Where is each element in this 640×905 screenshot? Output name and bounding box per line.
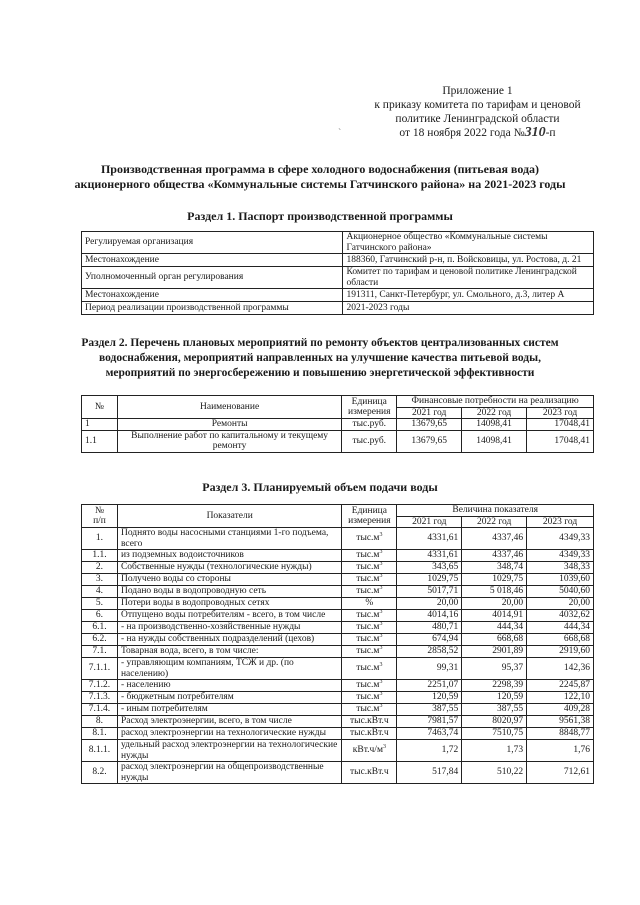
value-2023: 20,00 bbox=[527, 598, 594, 610]
value-2022: 5 018,46 bbox=[462, 586, 527, 598]
unit-text: тыс.м bbox=[356, 646, 380, 657]
value-2022: 1,73 bbox=[462, 740, 527, 762]
col-unit-line-1: Единица bbox=[351, 505, 387, 516]
section-1-title: Раздел 1. Паспорт производственной программы bbox=[187, 209, 453, 223]
table-row bbox=[82, 302, 594, 315]
order-date: от 18 ноября 2022 года № bbox=[399, 127, 525, 139]
row-indicator: Товарная вода, всего, в том числе: bbox=[117, 646, 341, 658]
value-2022: 7510,75 bbox=[462, 728, 527, 740]
row-num: 4. bbox=[82, 586, 118, 598]
value-2021: 480,71 bbox=[397, 622, 462, 634]
unit-power: 3 bbox=[379, 532, 383, 539]
value-2021: 13679,65 bbox=[397, 419, 462, 431]
unit-power: 3 bbox=[379, 633, 383, 640]
value-2022: 4337,46 bbox=[462, 528, 527, 550]
row-unit bbox=[342, 598, 397, 610]
row-num: 6. bbox=[82, 610, 118, 622]
unit-text: тыс.м bbox=[356, 680, 380, 691]
value-2021: 13679,65 bbox=[397, 430, 462, 452]
row-num: 8.2. bbox=[82, 762, 118, 784]
row-indicator: Собственные нужды (технологические нужды) bbox=[117, 562, 341, 574]
value-2023: 4349,33 bbox=[527, 528, 594, 550]
value-2021: 4014,16 bbox=[397, 610, 462, 622]
row-unit bbox=[342, 634, 397, 646]
row-indicator: расход электроэнергии на общепроизводственные нужды bbox=[117, 762, 341, 784]
value-2023: 668,68 bbox=[527, 634, 594, 646]
row-unit bbox=[342, 704, 397, 716]
table-row bbox=[82, 704, 594, 716]
value-2023: 9561,38 bbox=[527, 716, 594, 728]
section-2-title-line-1: Раздел 2. Перечень плановых мероприятий по ремонту объектов централизованных систем bbox=[81, 337, 559, 349]
value-2021: 4331,61 bbox=[397, 550, 462, 562]
col-num: № bbox=[82, 396, 118, 419]
row-num: 2. bbox=[82, 562, 118, 574]
passport-label: Уполномоченный орган регулирования bbox=[82, 267, 343, 289]
row-num: 7.1. bbox=[82, 646, 118, 658]
value-2022: 510,22 bbox=[462, 762, 527, 784]
row-unit bbox=[342, 610, 397, 622]
row-num: 1 bbox=[82, 419, 118, 431]
unit-text: кВт.ч/м bbox=[352, 745, 383, 756]
row-indicator: Отпущено воды потребителям - всего, в том числе bbox=[117, 610, 341, 622]
value-2022: 348,74 bbox=[462, 562, 527, 574]
unit-power: 3 bbox=[379, 662, 383, 669]
row-unit bbox=[342, 716, 397, 728]
row-unit bbox=[342, 740, 397, 762]
value-2021: 517,84 bbox=[397, 762, 462, 784]
value-2021: 2251,07 bbox=[397, 680, 462, 692]
measures-table bbox=[81, 395, 594, 453]
col-unit-line-2: измерения bbox=[348, 407, 391, 417]
value-2021: 1029,75 bbox=[397, 574, 462, 586]
row-indicator: Расход электроэнергии, всего, в том числе bbox=[117, 716, 341, 728]
table-row bbox=[82, 289, 594, 302]
value-2021: 5017,71 bbox=[397, 586, 462, 598]
value-2023: 2245,87 bbox=[527, 680, 594, 692]
value-2021: 674,94 bbox=[397, 634, 462, 646]
value-2022: 387,55 bbox=[462, 704, 527, 716]
passport-label: Местонахождение bbox=[82, 254, 343, 267]
table-row bbox=[82, 762, 594, 784]
row-num: 1. bbox=[82, 528, 118, 550]
value-2022: 1029,75 bbox=[462, 574, 527, 586]
water-supply-table bbox=[81, 504, 594, 784]
value-2022: 14098,41 bbox=[462, 419, 527, 431]
unit-power: 3 bbox=[379, 621, 383, 628]
value-2023: 17048,41 bbox=[527, 430, 594, 452]
value-2023: 142,36 bbox=[527, 658, 594, 680]
unit-power: 3 bbox=[379, 691, 383, 698]
unit-power: 3 bbox=[379, 573, 383, 580]
value-2023: 5040,60 bbox=[527, 586, 594, 598]
row-indicator: удельный расход электроэнергии на технологические нужды bbox=[117, 740, 341, 762]
table-row bbox=[82, 574, 594, 586]
unit-power: 3 bbox=[379, 561, 383, 568]
col-num-line-1: № bbox=[94, 505, 105, 516]
value-2022: 2901,89 bbox=[462, 646, 527, 658]
value-2023: 444,34 bbox=[527, 622, 594, 634]
col-num-line-2: п/п bbox=[93, 516, 106, 526]
row-num: 8.1. bbox=[82, 728, 118, 740]
passport-value: 2021-2023 годы bbox=[343, 302, 594, 315]
passport-value: Комитет по тарифам и ценовой политике Ленинградской области bbox=[343, 267, 594, 289]
unit-text: тыс.м bbox=[356, 610, 380, 621]
table-row bbox=[82, 528, 594, 550]
table-row bbox=[82, 692, 594, 704]
unit-power: 3 bbox=[379, 679, 383, 686]
row-indicator: расход электроэнергии на технологические нужды bbox=[117, 728, 341, 740]
value-2021: 7463,74 bbox=[397, 728, 462, 740]
row-num: 1.1. bbox=[82, 550, 118, 562]
row-indicator: - на нужды собственных подразделений (цехов) bbox=[117, 634, 341, 646]
appendix-line-1: Приложение 1 bbox=[442, 85, 513, 97]
row-name: Выполнение работ по капитальному и текущему ремонту bbox=[117, 430, 341, 452]
table-row bbox=[82, 610, 594, 622]
value-2023: 2919,60 bbox=[527, 646, 594, 658]
row-num: 8.1.1. bbox=[82, 740, 118, 762]
row-indicator: - населению bbox=[117, 680, 341, 692]
unit-text: тыс.м bbox=[356, 692, 380, 703]
col-value: Величина показателя bbox=[397, 505, 594, 517]
row-indicator: - управляющим компаниям, ТСЖ и др. (по населению) bbox=[117, 658, 341, 680]
unit-power: 3 bbox=[379, 703, 383, 710]
value-2021: 4331,61 bbox=[397, 528, 462, 550]
row-indicator: - бюджетным потребителям bbox=[117, 692, 341, 704]
row-unit bbox=[342, 692, 397, 704]
unit-text: тыс.кВт.ч bbox=[350, 716, 389, 727]
col-unit-line-1: Единица bbox=[351, 396, 387, 407]
value-2023: 712,61 bbox=[527, 762, 594, 784]
value-2023: 122,10 bbox=[527, 692, 594, 704]
value-2022: 120,59 bbox=[462, 692, 527, 704]
value-2021: 120,59 bbox=[397, 692, 462, 704]
row-name: Ремонты bbox=[117, 419, 341, 431]
row-unit bbox=[342, 658, 397, 680]
appendix-line-3: политике Ленинградской области bbox=[395, 113, 560, 125]
unit-text: тыс.м bbox=[356, 622, 380, 633]
value-2023: 1,76 bbox=[527, 740, 594, 762]
section-3-title: Раздел 3. Планируемый объем подачи воды bbox=[202, 480, 438, 494]
col-num bbox=[82, 505, 118, 528]
col-2023: 2023 год bbox=[527, 407, 594, 419]
table-row bbox=[82, 430, 594, 452]
value-2022: 444,34 bbox=[462, 622, 527, 634]
row-indicator: - иным потребителям bbox=[117, 704, 341, 716]
unit-text: тыс.кВт.ч bbox=[350, 767, 389, 778]
unit-text: тыс.м bbox=[356, 634, 380, 645]
value-2022: 4014,91 bbox=[462, 610, 527, 622]
appendix-line-2: к приказу комитета по тарифам и ценовой bbox=[374, 99, 581, 111]
col-2021: 2021 год bbox=[397, 407, 462, 419]
table-row bbox=[82, 658, 594, 680]
table-row bbox=[82, 716, 594, 728]
unit-power: 3 bbox=[379, 645, 383, 652]
row-unit bbox=[342, 574, 397, 586]
row-unit bbox=[342, 762, 397, 784]
unit-power: 3 bbox=[382, 744, 386, 751]
unit-text: % bbox=[365, 598, 374, 609]
row-indicator: Получено воды со стороны bbox=[117, 574, 341, 586]
row-indicator: Подано воды в водопроводную сеть bbox=[117, 586, 341, 598]
document-title bbox=[40, 162, 600, 192]
value-2023: 348,33 bbox=[527, 562, 594, 574]
table-row bbox=[82, 598, 594, 610]
table-row bbox=[82, 622, 594, 634]
col-unit-line-2: измерения bbox=[348, 516, 391, 526]
value-2022: 2298,39 bbox=[462, 680, 527, 692]
col-unit bbox=[342, 505, 397, 528]
passport-value: 191311, Санкт-Петербург, ул. Смольного, д.3, литер А bbox=[343, 289, 594, 302]
col-indicator: Показатели bbox=[117, 505, 341, 528]
section-2-title bbox=[40, 336, 600, 381]
row-num: 6.1. bbox=[82, 622, 118, 634]
table-row bbox=[82, 680, 594, 692]
row-indicator: Поднято воды насосными станциями 1-го подъема, всего bbox=[117, 528, 341, 550]
table-row bbox=[82, 728, 594, 740]
value-2022: 20,00 bbox=[462, 598, 527, 610]
row-unit bbox=[342, 550, 397, 562]
unit-power: 3 bbox=[379, 585, 383, 592]
value-2021: 99,31 bbox=[397, 658, 462, 680]
row-unit bbox=[342, 728, 397, 740]
value-2021: 20,00 bbox=[397, 598, 462, 610]
unit-text: тыс.м bbox=[356, 533, 380, 544]
row-num: 7.1.4. bbox=[82, 704, 118, 716]
value-2021: 7981,57 bbox=[397, 716, 462, 728]
row-unit: тыс.руб. bbox=[342, 419, 397, 431]
table-row bbox=[82, 646, 594, 658]
value-2022: 668,68 bbox=[462, 634, 527, 646]
unit-text: тыс.м bbox=[356, 704, 380, 715]
value-2021: 2858,52 bbox=[397, 646, 462, 658]
row-indicator: - на производственно-хозяйственные нужды bbox=[117, 622, 341, 634]
order-suffix: -п bbox=[545, 127, 556, 139]
value-2023: 8848,77 bbox=[527, 728, 594, 740]
appendix-header bbox=[360, 84, 595, 140]
col-2021: 2021 год bbox=[397, 516, 462, 528]
row-indicator: Потери воды в водопроводных сетях bbox=[117, 598, 341, 610]
value-2023: 409,28 bbox=[527, 704, 594, 716]
value-2023: 4349,33 bbox=[527, 550, 594, 562]
title-line-1: Производственная программа в сфере холодного водоснабжения (питьевая вода) bbox=[100, 162, 540, 176]
row-indicator: из подземных водоисточников bbox=[117, 550, 341, 562]
section-2-title-line-2: водоснабжения, мероприятий направленных на улучшение качества питьевой воды, bbox=[99, 352, 541, 364]
row-num: 7.1.2. bbox=[82, 680, 118, 692]
passport-label: Период реализации производственной программы bbox=[82, 302, 343, 315]
table-row bbox=[82, 254, 594, 267]
row-unit bbox=[342, 562, 397, 574]
row-num: 7.1.3. bbox=[82, 692, 118, 704]
row-unit bbox=[342, 622, 397, 634]
table-row bbox=[82, 634, 594, 646]
value-2021: 343,65 bbox=[397, 562, 462, 574]
passport-value: Акционерное общество «Коммунальные системы Гатчинского района» bbox=[343, 232, 594, 254]
row-unit: тыс.руб. bbox=[342, 430, 397, 452]
unit-text: тыс.м bbox=[356, 574, 380, 585]
col-2022: 2022 год bbox=[462, 407, 527, 419]
unit-text: тыс.м bbox=[356, 663, 380, 674]
scan-mark: ` bbox=[338, 128, 342, 139]
col-2022: 2022 год bbox=[462, 516, 527, 528]
appendix-line-4 bbox=[360, 126, 595, 140]
table-row bbox=[82, 232, 594, 254]
value-2023: 17048,41 bbox=[527, 419, 594, 431]
table-row bbox=[82, 740, 594, 762]
title-line-2: акционерного общества «Коммунальные системы Гатчинского района» на 2021-2023 годы bbox=[74, 177, 566, 191]
unit-text: тыс.м bbox=[356, 550, 380, 561]
passport-label: Регулируемая организация bbox=[82, 232, 343, 254]
row-unit bbox=[342, 646, 397, 658]
unit-text: тыс.м bbox=[356, 586, 380, 597]
row-unit bbox=[342, 528, 397, 550]
col-2023: 2023 год bbox=[527, 516, 594, 528]
table-row bbox=[82, 267, 594, 289]
table-row bbox=[82, 419, 594, 431]
table-row bbox=[82, 586, 594, 598]
table-row bbox=[82, 550, 594, 562]
row-unit bbox=[342, 680, 397, 692]
value-2022: 95,37 bbox=[462, 658, 527, 680]
value-2022: 4337,46 bbox=[462, 550, 527, 562]
row-num: 1.1 bbox=[82, 430, 118, 452]
row-num: 8. bbox=[82, 716, 118, 728]
col-finance: Финансовые потребности на реализацию bbox=[397, 396, 594, 408]
value-2022: 8020,97 bbox=[462, 716, 527, 728]
row-num: 5. bbox=[82, 598, 118, 610]
value-2023: 1039,60 bbox=[527, 574, 594, 586]
passport-table bbox=[81, 231, 594, 315]
row-num: 6.2. bbox=[82, 634, 118, 646]
col-unit bbox=[342, 396, 397, 419]
value-2023: 4032,62 bbox=[527, 610, 594, 622]
row-num: 3. bbox=[82, 574, 118, 586]
row-num: 7.1.1. bbox=[82, 658, 118, 680]
order-number-handwritten: 310 bbox=[524, 125, 546, 140]
passport-value: 188360, Гатчинский р-н, п. Войсковицы, ул. Ростова, д. 21 bbox=[343, 254, 594, 267]
table-row bbox=[82, 562, 594, 574]
unit-power: 3 bbox=[379, 549, 383, 556]
unit-power: 3 bbox=[379, 609, 383, 616]
value-2021: 387,55 bbox=[397, 704, 462, 716]
value-2022: 14098,41 bbox=[462, 430, 527, 452]
section-2-title-line-3: мероприятий по энергосбережению и повышению энергетической эффективности bbox=[105, 367, 535, 379]
row-unit bbox=[342, 586, 397, 598]
col-name: Наименование bbox=[117, 396, 341, 419]
value-2021: 1,72 bbox=[397, 740, 462, 762]
passport-label: Местонахождение bbox=[82, 289, 343, 302]
unit-text: тыс.кВт.ч bbox=[350, 728, 389, 739]
unit-text: тыс.м bbox=[356, 562, 380, 573]
